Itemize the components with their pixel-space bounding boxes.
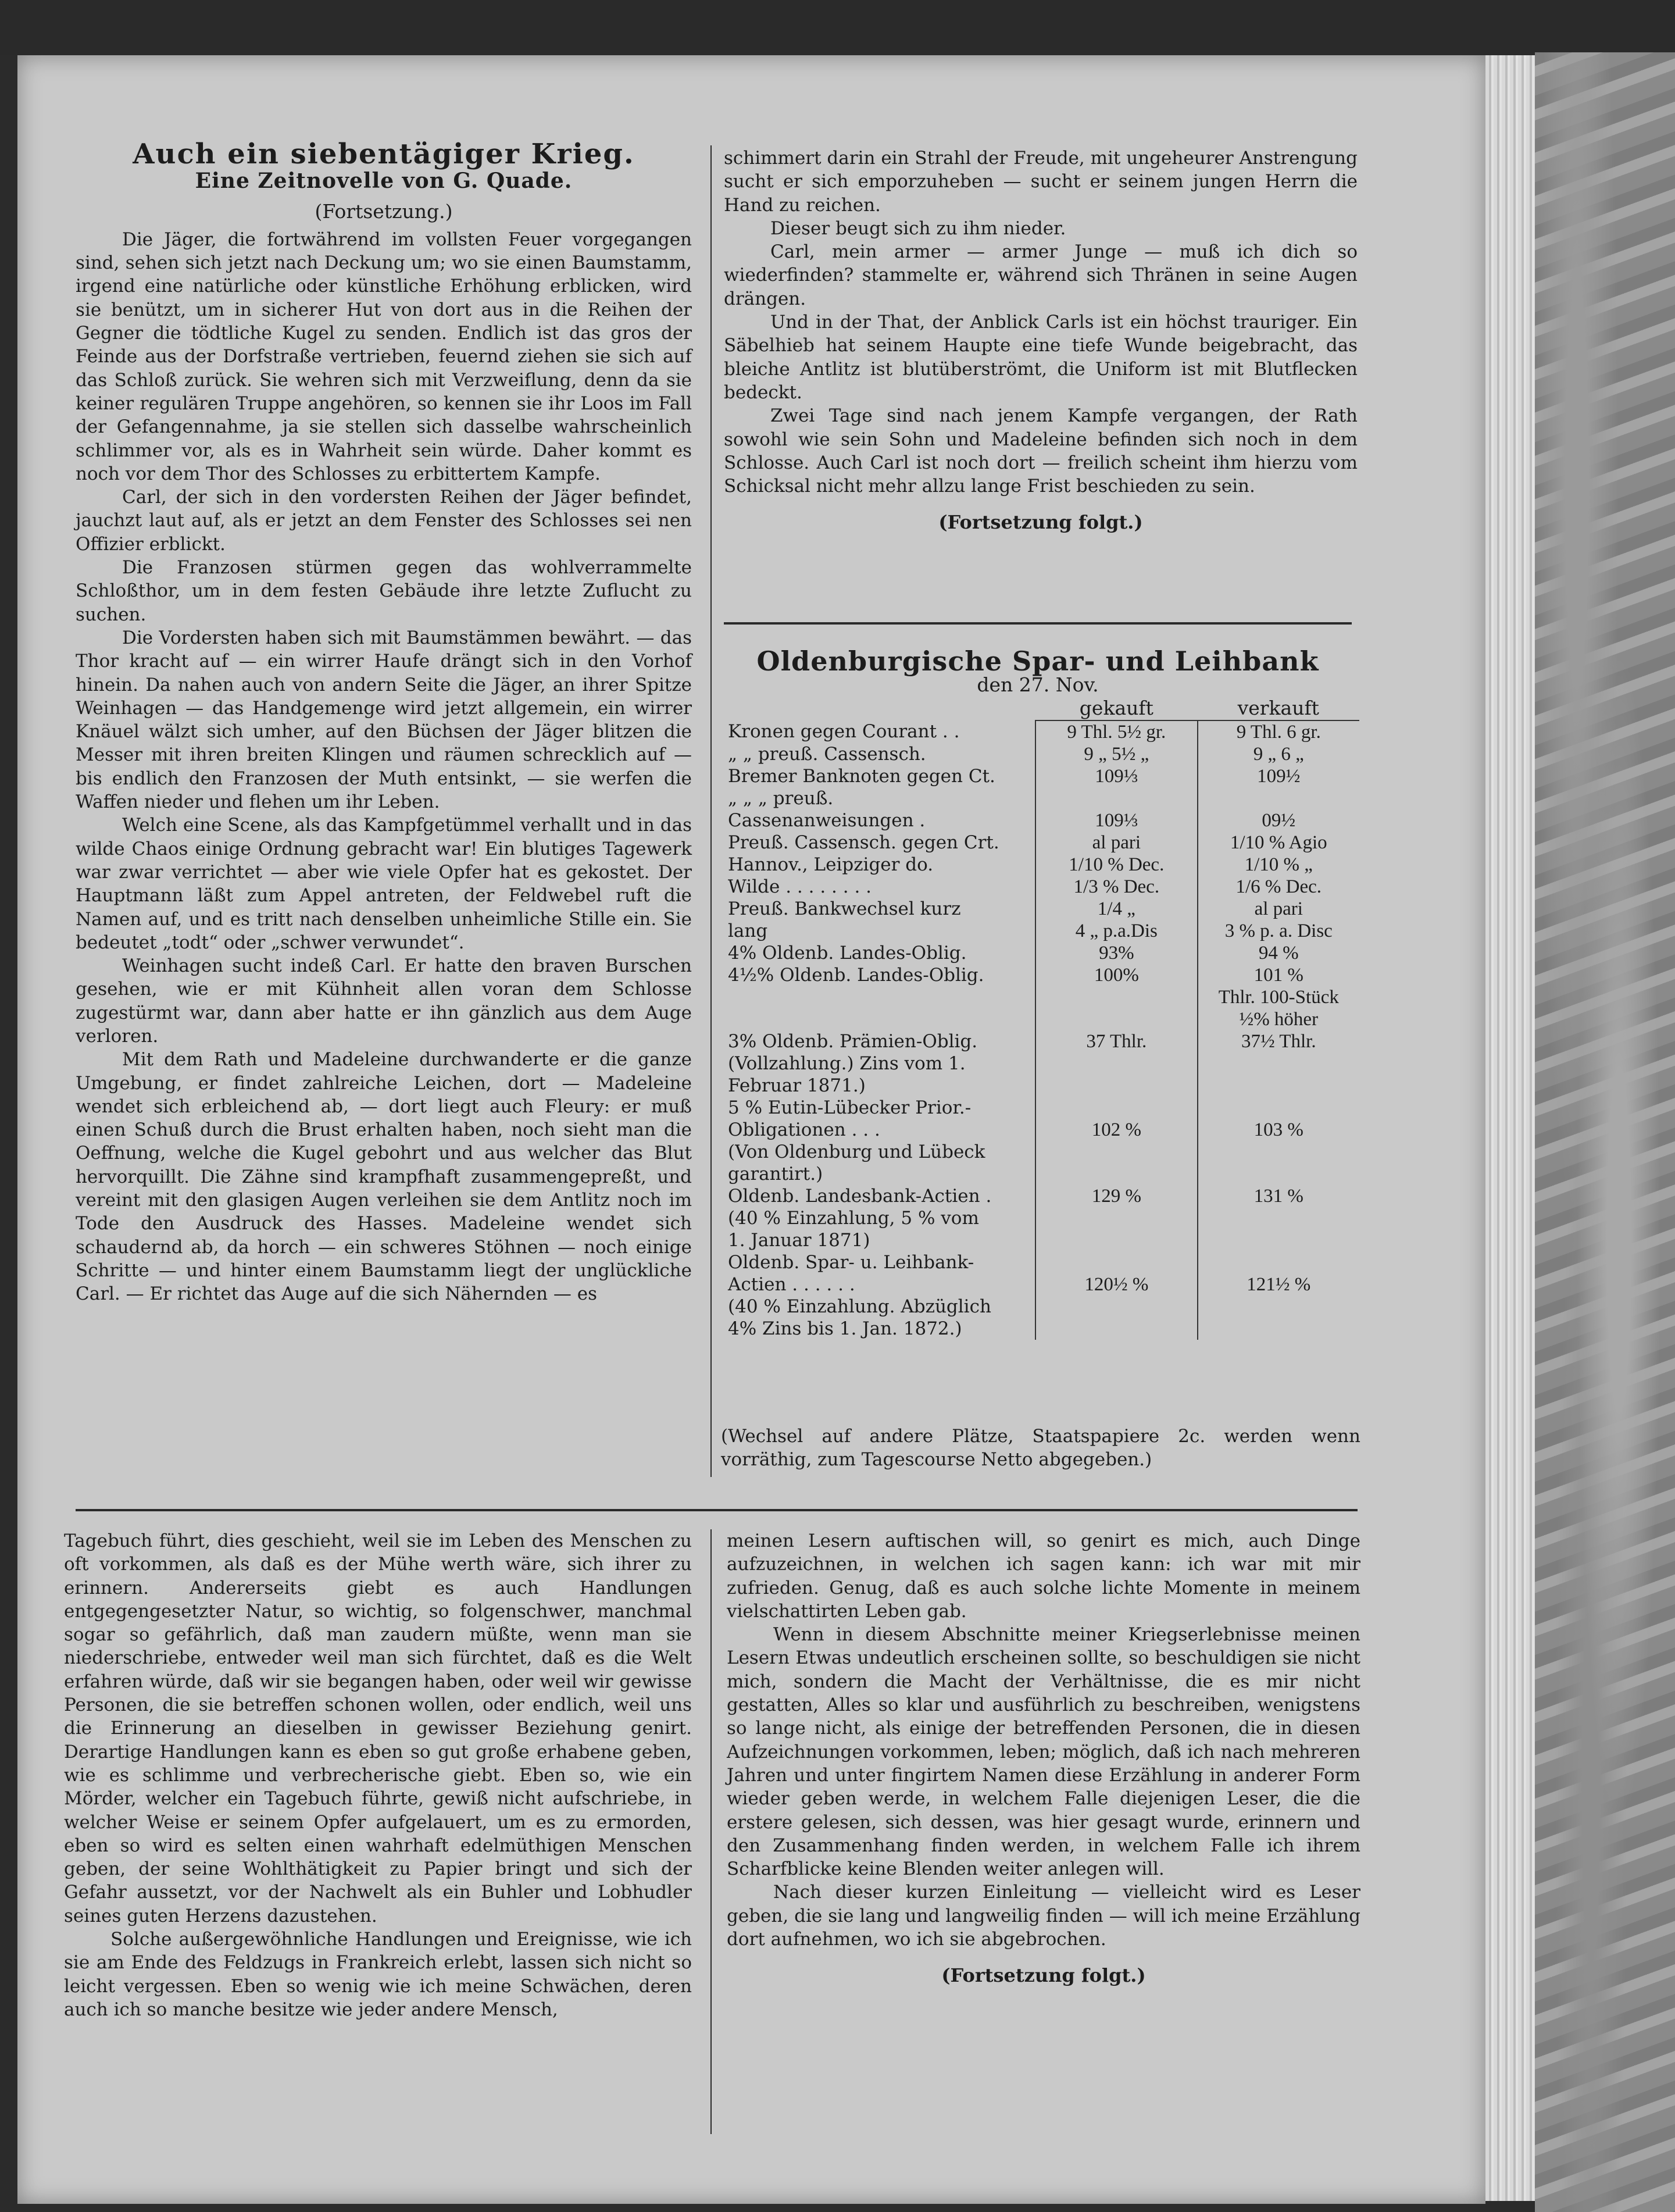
- story-paragraph: meinen Lesern auftischen will, so genirt es mich, auch Dinge aufzuzeichnen, in welchen ich sagen kann: ich war mit mir zufrieden. Genug, daß es auch solche lichte Momente in meinem vielschattirten Leben gab.: [727, 1530, 1360, 1622]
- table-row: [726, 898, 1359, 920]
- exchange-rate-table: [726, 697, 1359, 1340]
- story-paragraph: Welch eine Scene, als das Kampfgetümmel verhallt und in das wilde Chaos einige Ordnung gebracht war! Ein blutiges Tagewerk war zwar verrichtet — aber wie viele Opfer hat es gekostet. Der Hauptmann läßt zum Appel antreten, der Feldwebel ruft die Namen auf, und es tritt nach denselben unheimliche Stille ein. Sie bedeutet „todt“ oder „schwer verwundet“.: [76, 815, 692, 953]
- table-header-blank: [726, 697, 1035, 720]
- table-row: [726, 743, 1359, 765]
- row-name-cell: 4% Oldenb. Landes-Oblig.: [728, 943, 967, 964]
- row-sell-cell: Thlr. 100-Stück: [1198, 986, 1359, 1008]
- row-name-cell: Bremer Banknoten gegen Ct.: [728, 766, 995, 787]
- row-buy-cell: 93%: [1035, 942, 1197, 964]
- story-paragraph: schimmert darin ein Strahl der Freude, mit ungeheurer Anstrengung sucht er sich emporzuheben — sucht er seinem jungen Herrn die Hand zu reichen.: [724, 148, 1358, 216]
- row-buy-cell: 109⅓: [1035, 809, 1197, 832]
- row-name-cell: 1. Januar 1871): [728, 1230, 870, 1251]
- row-sell-cell: 09½: [1198, 809, 1359, 832]
- row-sell-cell: [1198, 1318, 1359, 1340]
- table-row: [726, 1318, 1359, 1340]
- table-row: [726, 964, 1359, 986]
- row-buy-cell: 100%: [1035, 964, 1197, 986]
- row-buy-cell: [1035, 986, 1197, 1008]
- row-name-cell: 3% Oldenb. Prämien-Oblig.: [728, 1031, 978, 1052]
- section-rule: [76, 1509, 1358, 1511]
- story-paragraph: Tagebuch führt, dies geschieht, weil sie im Leben des Menschen zu oft vorkommen, als daß es der Mühe werth wäre, sich ihrer zu erinnern. Andererseits giebt es auch Handlungen entgegengesetzter Natur, so wichtig, so folgenschwer, manchmal sogar so gefährlich, daß man zaudern müßte, wenn man sie niederschriebe, entweder weil man sich fürchtet, daß es die Welt erfahren würde, daß wir sie begangen haben, oder weil wir gewisse Personen, die sie betreffen schonen wollen, oder endlich, weil uns die Erinnerung an dieselben in gewisser Beziehung genirt. Derartige Handlungen kann es eben so gut große erhabene geben, wie es schlimme und verbrecherische giebt. Eben so, wie ein Mörder, welcher ein Tagebuch führte, gewiß nicht aufschriebe, in welcher Weise er seinem Opfer aufgelauert, um es zu ermorden, eben so wird es selten einen wahrhaft edelmüthigen Menschen geben, der seine Wohlthätigkeit zu Papier bringt und sich der Gefahr aussetzt, vor der Nachwelt als ein Buhler und Lobhudler seines guten Herzens dazustehen.: [64, 1530, 692, 1926]
- row-sell-cell: [1198, 1053, 1359, 1075]
- row-sell-cell: 1/10 % „: [1198, 854, 1359, 876]
- story-paragraph: Die Jäger, die fortwährend im vollsten Feuer vorgegangen sind, sehen sich jetzt nach Deckung um; wo sie einen Baumstamm, irgend eine natürliche oder künstliche Erhöhung erblicken, wird sie benützt, um in sicherer Hut von dort aus in die Reihen der Gegner die tödtliche Kugel zu senden. Endlich ist das gros der Feinde aus der Dorfstraße vertrieben, feuernd ziehen sie sich auf das Schloß zurück. Sie wehren sich mit Verzweiflung, denn da sie keiner regulären Truppe angehören, so kennen sie ihr Loos im Fall der Gefangennahme, ja sie stellen sich dasselbe wahrscheinlich schlimmer vor, als es in Wahrheit sein würde. Daher kommt es noch vor dem Thor des Schlosses zu erbittertem Kampfe.: [76, 229, 692, 484]
- table-row: [726, 1008, 1359, 1030]
- row-name-cell: [726, 986, 1035, 1008]
- row-name-cell: 5 % Eutin-Lübecker Prior.-: [728, 1097, 972, 1118]
- story-paragraph: Nach dieser kurzen Einleitung — vielleicht wird es Leser geben, die sie lang und langweilig finden — will ich meine Erzählung dort aufnehmen, wo ich sie abgebrochen.: [727, 1882, 1360, 1950]
- page-stack-edge: [1485, 55, 1535, 2201]
- row-sell-cell: 9 Thl. 6 gr.: [1198, 720, 1359, 743]
- row-sell-cell: 1/6 % Dec.: [1198, 876, 1359, 898]
- row-buy-cell: 4 „ p.a.Dis: [1035, 920, 1197, 942]
- lower-right-column: [727, 1529, 1360, 1988]
- row-buy-cell: [1035, 1075, 1197, 1097]
- row-sell-cell: [1198, 1097, 1359, 1119]
- column-divider: [710, 145, 712, 1477]
- row-name-cell: Preuß. Cassensch. gegen Crt.: [728, 832, 999, 853]
- row-sell-cell: 94 %: [1198, 942, 1359, 964]
- row-name-cell: Februar 1871.): [728, 1075, 866, 1096]
- row-buy-cell: 102 %: [1035, 1119, 1197, 1141]
- row-sell-cell: 103 %: [1198, 1119, 1359, 1141]
- row-name-cell: lang: [728, 921, 768, 941]
- story-paragraph: Die Vordersten haben sich mit Baumstämmen bewährt. — das Thor kracht auf — ein wirrer Haufe drängt sich in den Vorhof hinein. Da nahen auch von andern Seite die Jäger, an ihrer Spitze Weinhagen — das Handgemenge wird jetzt allgemein, ein wirrer Knäuel wälzt sich umher, auf den Büchsen der Jäger blitzen die Messer mit ihren breiten Klingen und räumen schrecklich auf — bis endlich den Franzosen der Muth entsinkt, — sie werfen die Waffen nieder und flehen um ihr Leben.: [76, 627, 692, 813]
- row-name-cell: Oldenb. Landesbank-Actien .: [728, 1186, 992, 1207]
- table-row: [726, 1207, 1359, 1229]
- table-row: [726, 920, 1359, 942]
- header-sell: verkauft: [1198, 697, 1359, 720]
- row-buy-cell: 1/3 % Dec.: [1035, 876, 1197, 898]
- table-header-row: [726, 697, 1359, 720]
- row-name-cell: 4% Zins bis 1. Jan. 1872.): [728, 1318, 962, 1339]
- row-name-cell: (Von Oldenburg und Lübeck: [728, 1141, 985, 1162]
- row-buy-cell: [1035, 1053, 1197, 1075]
- table-row: [726, 787, 1359, 809]
- row-name-cell: Oldenb. Spar- u. Leihbank-: [728, 1252, 974, 1273]
- story-paragraph: Und in der That, der Anblick Carls ist ein höchst trauriger. Ein Säbelhieb hat seinem Haupte eine tiefe Wunde beigebracht, das bleiche Antlitz ist blutüberströmt, die Uniform ist mit Blutflecken bedeckt.: [724, 312, 1358, 403]
- row-buy-cell: 37 Thlr.: [1035, 1030, 1197, 1053]
- story-paragraph: Mit dem Rath und Madeleine durchwanderte er die ganze Umgebung, er findet zahlreiche Leichen, dort — Madeleine wendet sich erbleichend ab, — dort liegt auch Fleury: er muß einen Schuß durch die Brust erhalten haben, noch sieht man die Oeffnung, welche die Kugel gebohrt und aus welcher das Blut hervorquillt. Die Zähne sind krampfhaft zusammengepreßt, und vereint mit den glasigen Augen verleihen sie dem Antlitz noch im Tode den Ausdruck des Hasses. Madeleine wendet sich schaudernd ab, da horch — ein schweres Stöhnen — noch einige Schritte — und hinter einem Baumstamm liegt der unglückliche Carl. — Er richtet das Auge auf die sich Nähernden — es: [76, 1049, 692, 1305]
- row-buy-cell: 9 „ 5½ „: [1035, 743, 1197, 765]
- row-sell-cell: 101 %: [1198, 964, 1359, 986]
- story-paragraph: Carl, mein armer — armer Junge — muß ich dich so wiederfinden? stammelte er, während sich Thränen in seine Augen drängen.: [724, 241, 1358, 309]
- row-buy-cell: [1035, 1207, 1197, 1229]
- row-name-cell: (Vollzahlung.) Zins vom 1.: [728, 1053, 966, 1074]
- row-buy-cell: [1035, 1097, 1197, 1119]
- row-buy-cell: [1035, 1251, 1197, 1273]
- table-row: [726, 1119, 1359, 1141]
- row-buy-cell: [1035, 787, 1197, 809]
- row-name-cell: (40 % Einzahlung, 5 % vom: [728, 1208, 979, 1229]
- story-title: Auch ein siebentägiger Krieg.: [133, 138, 635, 170]
- table-row: [726, 1296, 1359, 1318]
- row-sell-cell: 1/10 % Agio: [1198, 832, 1359, 854]
- row-sell-cell: 109½: [1198, 765, 1359, 787]
- table-row: [726, 1053, 1359, 1075]
- row-sell-cell: [1198, 1296, 1359, 1318]
- story-continuation: (Fortsetzung.): [315, 199, 453, 223]
- table-row: [726, 854, 1359, 876]
- row-buy-cell: 9 Thl. 5½ gr.: [1035, 720, 1197, 743]
- story-paragraph: Carl, der sich in den vordersten Reihen der Jäger befindet, jauchzt laut auf, als er jetzt an dem Fenster des Schlosses sei nen Offizier erblickt.: [76, 487, 692, 555]
- row-sell-cell: al pari: [1198, 898, 1359, 920]
- row-buy-cell: 129 %: [1035, 1185, 1197, 1207]
- row-name-cell: Preuß. Bankwechsel kurz: [728, 898, 961, 919]
- lower-left-column: [64, 1529, 692, 2021]
- row-buy-cell: al pari: [1035, 832, 1197, 854]
- row-buy-cell: [1035, 1141, 1197, 1163]
- bank-title: Oldenburgische Spar- und Leihbank: [756, 645, 1319, 677]
- story-paragraph: Wenn in diesem Abschnitte meiner Kriegserlebnisse meinen Lesern Etwas undeutlich erscheinen sollte, so beschuldigen sie nicht mich, sondern die Macht der Verhältnisse, die es mir nicht gestatten, Alles so klar und ausführlich zu beschreiben, wenigstens so lange nicht, als einige der betreffenden Personen, die in diesen Aufzeichnungen vorkommen, leben; möglich, daß ich nach mehreren Jahren und unter fingirtem Namen diese Erzählung in anderer Form wieder geben werde, in welchem Falle diejenigen Leser, die die erstere gelesen, sich dessen, was hier gesagt wurde, erinnern und den Zusammenhang finden werden, in welchem Falle ich ihrem Scharfblicke keine Blenden weiter anlegen will.: [727, 1624, 1360, 1880]
- table-row: [726, 1030, 1359, 1053]
- table-row: [726, 986, 1359, 1008]
- table-row: [726, 1163, 1359, 1185]
- bank-date: den 27. Nov.: [977, 673, 1099, 696]
- row-name-cell: „ „ preuß. Cassensch.: [728, 744, 926, 765]
- header-buy: gekauft: [1035, 697, 1197, 720]
- table-row: [726, 765, 1359, 787]
- row-buy-cell: [1035, 1229, 1197, 1251]
- row-buy-cell: [1035, 1163, 1197, 1185]
- bank-note: (Wechsel auf andere Plätze, Staatspapiere 2c. werden wenn vorräthig, zum Tagescourse Netto abgegeben.): [721, 1426, 1360, 1470]
- row-name-cell: „ „ „ preuß.: [728, 788, 834, 809]
- table-row: [726, 720, 1359, 743]
- section-rule: [724, 622, 1352, 625]
- row-sell-cell: [1198, 787, 1359, 809]
- row-buy-cell: 120½ %: [1035, 1273, 1197, 1296]
- table-row: [726, 832, 1359, 854]
- row-sell-cell: [1198, 1163, 1359, 1185]
- row-name-cell: Cassenanweisungen .: [728, 810, 926, 831]
- table-row: [726, 1185, 1359, 1207]
- row-name-cell: garantirt.): [728, 1164, 823, 1185]
- row-sell-cell: ½% höher: [1198, 1008, 1359, 1030]
- row-sell-cell: 9 „ 6 „: [1198, 743, 1359, 765]
- row-name-cell: Actien . . . . . .: [728, 1274, 855, 1295]
- table-row: [726, 1141, 1359, 1163]
- row-name-cell: [726, 1008, 1035, 1030]
- story-paragraph: Weinhagen sucht indeß Carl. Er hatte den braven Burschen gesehen, wie er mit Kühnheit allen voran dem Schlosse zugestürmt war, dann aber hatte er ihn gänzlich aus dem Auge verloren.: [76, 955, 692, 1047]
- dark-background-top: [0, 0, 1675, 55]
- row-sell-cell: [1198, 1229, 1359, 1251]
- table-row: [726, 809, 1359, 832]
- row-buy-cell: [1035, 1008, 1197, 1030]
- row-name-cell: Kronen gegen Courant . .: [728, 721, 960, 742]
- row-buy-cell: 109⅓: [1035, 765, 1197, 787]
- column-divider: [710, 1529, 712, 2134]
- row-name-cell: Wilde . . . . . . . .: [728, 876, 872, 897]
- story-continued-note: (Fortsetzung folgt.): [941, 1964, 1146, 1987]
- story-paragraph: Solche außergewöhnliche Handlungen und Ereignisse, wie ich sie am Ende des Feldzugs in Frankreich erlebt, lassen sich nicht so leicht vergessen. Eben so wenig wie ich meine Schwächen, deren auch ich so manche besitze wie jeder andere Mensch,: [64, 1929, 692, 2020]
- row-sell-cell: 131 %: [1198, 1185, 1359, 1207]
- row-sell-cell: [1198, 1075, 1359, 1097]
- row-sell-cell: [1198, 1251, 1359, 1273]
- story-right-column: [724, 147, 1358, 534]
- row-buy-cell: [1035, 1318, 1197, 1340]
- row-sell-cell: 3 % p. a. Disc: [1198, 920, 1359, 942]
- table-row: [726, 942, 1359, 964]
- row-sell-cell: [1198, 1141, 1359, 1163]
- row-buy-cell: [1035, 1296, 1197, 1318]
- row-buy-cell: 1/10 % Dec.: [1035, 854, 1197, 876]
- row-sell-cell: 37½ Thlr.: [1198, 1030, 1359, 1053]
- table-row: [726, 876, 1359, 898]
- table-row: [726, 1273, 1359, 1296]
- row-name-cell: 4½% Oldenb. Landes-Oblig.: [728, 965, 984, 986]
- story-left-column: [76, 138, 692, 1306]
- table-row: [726, 1229, 1359, 1251]
- story-paragraph: Die Franzosen stürmen gegen das wohlverrammelte Schloßthor, um in dem festen Gebäude ihre letzte Zuflucht zu suchen.: [76, 557, 692, 625]
- story-subtitle: Eine Zeitnovelle von G. Quade.: [195, 169, 573, 194]
- row-buy-cell: 1/4 „: [1035, 898, 1197, 920]
- table-row: [726, 1251, 1359, 1273]
- table-row: [726, 1097, 1359, 1119]
- table-body: [726, 720, 1359, 1340]
- marbled-book-cover: [1535, 52, 1675, 2212]
- story-paragraph: Dieser beugt sich zu ihm nieder.: [770, 217, 1066, 239]
- row-sell-cell: [1198, 1207, 1359, 1229]
- row-sell-cell: 121½ %: [1198, 1273, 1359, 1296]
- story-paragraph: Zwei Tage sind nach jenem Kampfe vergangen, der Rath sowohl wie sein Sohn und Madeleine befinden sich noch in dem Schlosse. Auch Carl ist noch dort — freilich scheint ihm hierzu vom Schicksal nicht mehr allzu lange Frist beschieden zu sein.: [724, 405, 1358, 497]
- table-row: [726, 1075, 1359, 1097]
- row-name-cell: Hannov., Leipziger do.: [728, 854, 934, 875]
- story-continued-note: (Fortsetzung folgt.): [938, 511, 1143, 534]
- row-name-cell: Obligationen . . .: [728, 1119, 880, 1140]
- row-name-cell: (40 % Einzahlung. Abzüglich: [728, 1296, 991, 1317]
